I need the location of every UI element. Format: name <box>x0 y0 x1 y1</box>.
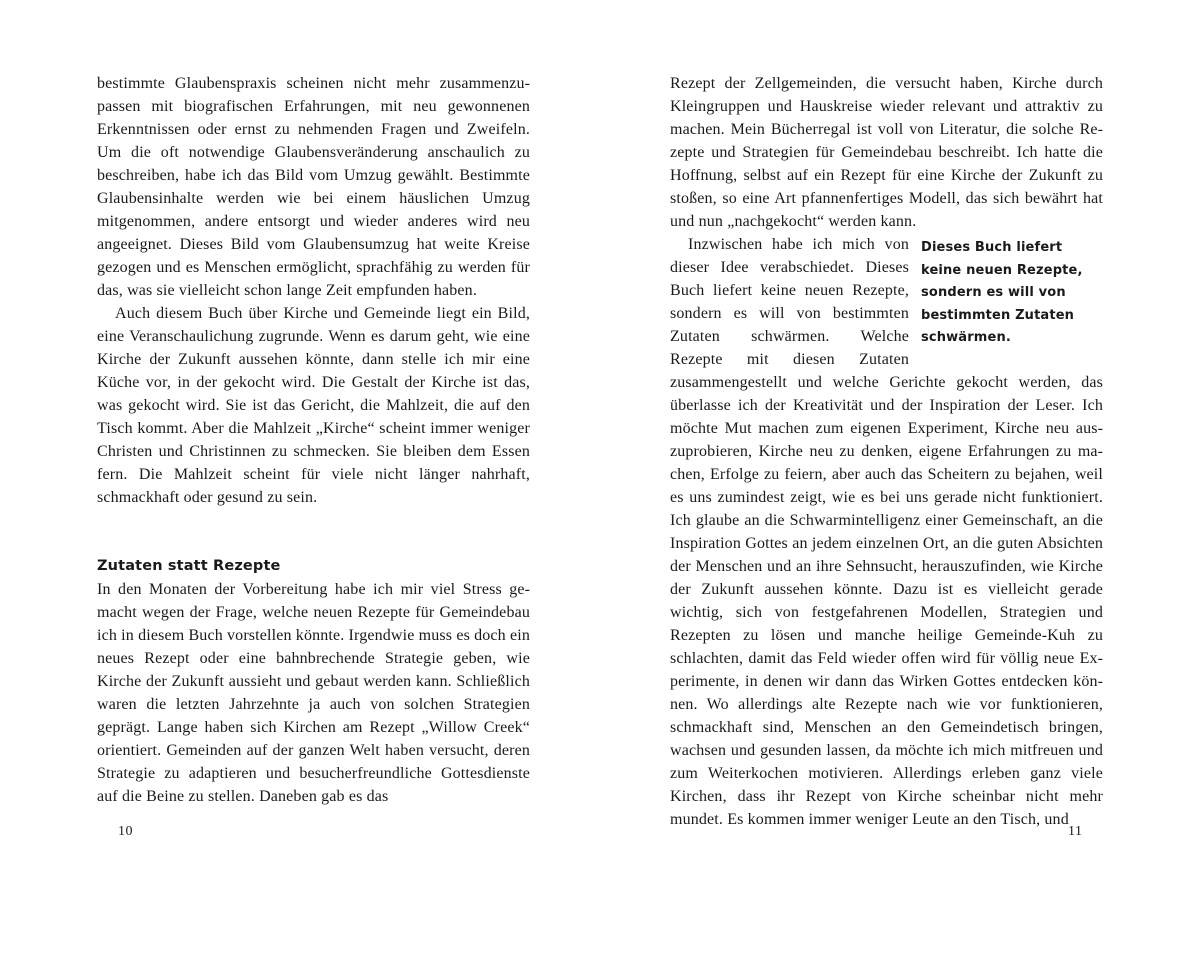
page-number-right: 11 <box>1068 824 1083 839</box>
left-text-column <box>97 72 530 808</box>
left-paragraph-1: bestimmte Glaubenspraxis scheinen nicht mehr zusammenzupassen mit biografischen Erfahrungen, mit neu gewonnenen Erkenntnissen oder ernst zu nehmenden Fragen und Zweifeln. Um die oft notwendige Glaubensveränderung anschaulich zu beschreiben, habe ich das Bild vom Umzug gewählt. Bestimmte Glaubensinhalte werden wie bei einem häuslichen Umzug mitgenommen, andere entsorgt und wieder anderes wird neu angeeignet. Dieses Bild vom Glaubensumzug hat weite Kreise gezogen und es Menschen ermöglicht, sprachfähig zu werden für das, was sie vielleicht schon lange Zeit empfunden haben. <box>97 75 530 299</box>
left-paragraph-2: Auch diesem Buch über Kirche und Gemeinde liegt ein Bild, eine Veranschaulichung zugrunde. Wenn es darum geht, wie eine Kirche der Zukunft aussehen könnte, dann stelle ich mir eine Küche vor, in der gekocht wird. Die Gestalt der Kirche ist das, was gekocht wird. Sie ist das Gericht, die Mahlzeit, die auf den Tisch kommt. Aber die Mahlzeit „Kirche“ scheint immer weniger Christen und Christinnen zu schmecken. Sie bleiben dem Essen fern. Die Mahlzeit scheint für viele nicht länger nahrhaft, schmackhaft oder gesund zu sein. <box>97 305 530 506</box>
right-page <box>600 0 1200 955</box>
right-text-column <box>670 72 1103 831</box>
pull-quote: Dieses Buch liefert keine neuen Rezepte, sondern es will von bestimmten Zutaten schwärmen. <box>921 240 1083 345</box>
right-paragraph-1: Rezept der Zellgemeinden, die versucht haben, Kirche durch Kleingruppen und Hauskreise wieder relevant und attraktiv zu machen. Mein Bücherregal ist voll von Literatur, die solche Rezepte und Strategien für Gemeindebau beschreibt. Ich hatte die Hoffnung, selbst auf ein Rezept für eine Kirche der Zukunft zu stoßen, so eine Art pfannenfertiges Modell, das sich bewährt hat und nun „nachgekocht“ werden kann. <box>670 75 1103 230</box>
right-paragraph-2: Inzwischen habe ich mich von dieser Idee verabschiedet. Dieses Buch liefert keine neuen Rezepte, sondern es will von bestimmten Zutaten schwärmen. Welche Rezepte mit diesen Zutaten zusammengestellt und welche Gerichte gekocht werden, das überlasse ich der Kreativität und der Inspiration der Leser. Ich möchte Mut machen zum eigenen Experiment, Kirche neu auszuprobieren, Kirche neu zu denken, eigene Erfahrungen zu machen, Erfolge zu feiern, aber auch das Scheitern zu bejahen, weil es uns zumindest zeigt, wie es bei uns gerade nicht funktioniert. Ich glaube an die Schwarmintelligenz einer Gemeinschaft, an die Inspiration Gottes an jedem einzelnen Ort, an die guten Absichten der Menschen und an ihre Sehnsucht, herauszufinden, wie Kirche der Zukunft aussehen könnte. Dazu ist es vielleicht gerade wichtig, sich von festgefahrenen Modellen, Strategien und Rezepten zu lösen und manche heilige Gemeinde-Kuh zu schlachten, damit das Feld wieder offen wird für völlig neue Experimente, in denen wir dann das Wirken Gottes entdecken können. Wo allerdings alte Rezepte nach wie vor funktionieren, schmackhaft sind, Menschen an den Gemeindetisch bringen, wachsen und gesunden lassen, da möchte ich mich mitfreuen und zum Weiterkochen motivieren. Allerdings erleben ganz viele Kirchen, dass ihr Rezept von Kirche scheinbar nicht mehr mundet. Es kommen immer weniger Leute an den Tisch, und <box>670 236 1103 828</box>
left-section-paragraph: In den Monaten der Vorbereitung habe ich mir viel Stress gemacht wegen der Frage, welche neuen Rezepte für Gemeindebau ich in diesem Buch vorstellen könnte. Irgendwie muss es doch ein neues Rezept oder eine bahnbrechende Strategie geben, wie Kirche der Zukunft aussieht und gebaut werden kann. Schließlich waren die letzten Jahrzehnte ja auch von solchen Strategien geprägt. Lange haben sich Kirchen am Rezept „Willow Creek“ orientiert. Gemeinden auf der ganzen Welt haben versucht, deren Strategie zu adaptieren und besucherfreundliche Gottesdienste auf die Beine zu stellen. Daneben gab es das <box>97 581 530 805</box>
page-number-left: 10 <box>118 824 133 839</box>
section-heading: Zutaten statt Rezepte <box>97 558 281 574</box>
